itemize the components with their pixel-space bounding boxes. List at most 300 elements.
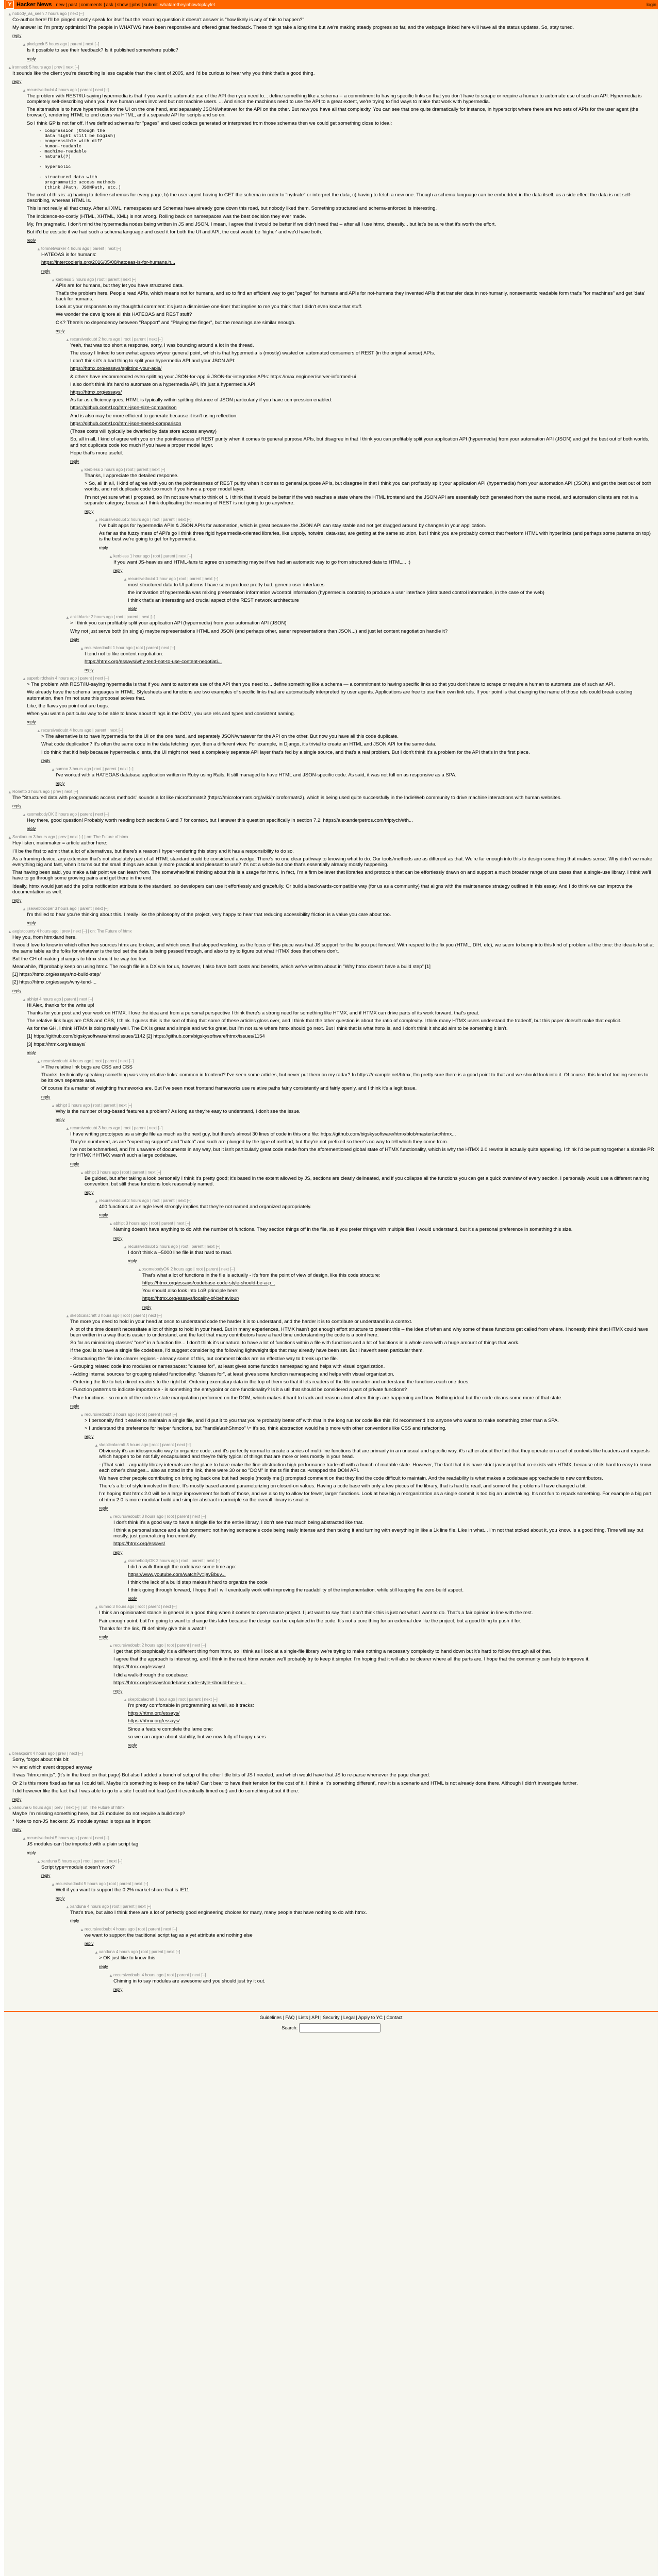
comment-meta[interactable]: skepticalacraft 3 hours ago | root | parent | next [–]	[70, 1313, 162, 1318]
comment-meta[interactable]: recursivedoubt 5 hours ago | root | parent | next [–]	[56, 1881, 148, 1886]
comment-paragraph: - Structuring the file into clearer regions - already some of this, but comment blocks are an effective way to break up the file.	[70, 1355, 338, 1362]
reply-link[interactable]: reply	[12, 33, 22, 39]
reply-link[interactable]: reply	[85, 1190, 94, 1195]
comment-body	[27, 812, 655, 832]
comment-text	[85, 1176, 655, 1187]
comment-paragraph: - Function patterns to indicate importance - is something the entrypoint or core functionality? Is it a util that should be considered a part of private functions?	[70, 1387, 407, 1393]
comment-paragraph: I also don't think it's hard to automate on a hypermedia API, it's just a hypermedia API	[70, 381, 256, 387]
comment-body	[56, 767, 655, 786]
comment-paragraph: I think the lack of a build step makes it hard to organize the code	[128, 1580, 268, 1585]
comment-paragraph: OK? There's no dependency between "Rapport" and "Playing the finger", but the meanings are similar enough.	[56, 319, 296, 326]
nav-link-past[interactable]: past	[68, 2, 77, 7]
comment-paragraph: the innovation of hypermedia was mixing presentation information w/control information (hypermedia controls) to produce a user interface (distributed control information, in the case of the web)	[128, 589, 544, 596]
nav-separator: |	[129, 2, 131, 7]
upvote-arrow-icon[interactable]: ▲	[37, 247, 41, 252]
upvote-arrow-icon[interactable]: ▲	[94, 517, 98, 522]
comment-paragraph: Be guided, but after taking a look personally I think it's pretty good; it's based in the extent allowed by JS, sections are clearly delineated, and if you collapse all the functions you can get a quick overview of every section. I personally would use a different naming convention, but still these functions look reasonably named.	[85, 1175, 650, 1187]
upvote-arrow-icon[interactable]: ▲	[37, 1859, 41, 1864]
comment-paragraph: Hey listen, mainmaker = article author here:	[12, 840, 108, 846]
upvote-arrow-icon[interactable]: ▲	[94, 1950, 98, 1955]
upvote-arrow-icon[interactable]: ▲	[22, 676, 26, 682]
nav-link-ask[interactable]: ask	[106, 2, 113, 7]
search-form	[4, 2023, 658, 2032]
comment-text	[99, 1610, 655, 1632]
comment-paragraph: (Those costs will typically be dwarfed by data store access anyway)	[70, 429, 217, 435]
comment-paragraph: HATEOAS is for humans:	[41, 252, 96, 258]
comment-paragraph: As a framing device, any extension that's not absolutely part of all HTML standard could be considered a wedge. There's no one clear pathway to knowing what to do. Our tools/methods are as different as that. We're far enough into this to design something that makes sense. Why didn't we make everything big and fast, when it turns out the small things are actually more practical and pleasant to use? It's not a whole but one that's essentially already mostly happening.	[12, 856, 653, 868]
comment-meta[interactable]: abhipt 3 hours ago | root | parent | next [–]	[56, 1103, 133, 1108]
comment-paragraph: I think a personal stance and a fair comment: not having someone's code being really intense and then taking it and turning with everything in like a 1k line file. Like in what... I'm not that stoked about it, you know. Is a good thing. Time will say but mostly, just generalizing Incrementally.	[113, 1527, 643, 1539]
comment-meta[interactable]: xsomebodyOK 3 hours ago | parent | next [–]	[27, 812, 109, 817]
comment-paragraph: I get that philosophically it's a different thing from htmx, so I think as I look at a single-file library we're trying to make nothing a necessary complexity to hand down but it's hard to follow through all of that.	[113, 1649, 552, 1655]
nav-link-show[interactable]: show	[117, 2, 128, 7]
comment-link[interactable]: https://htmx.org/essays/	[128, 1710, 180, 1717]
comment-paragraph: Hope that's more useful.	[70, 450, 123, 456]
reply-link[interactable]: reply	[128, 606, 137, 612]
reply-link[interactable]: reply	[41, 1094, 51, 1099]
comment-paragraph: APIs are for humans, but they let you have structured data.	[56, 282, 184, 289]
upvote-arrow-icon[interactable]: ▲	[109, 1973, 113, 1978]
comment-paragraph: Since a feature complete the lame one:	[128, 1726, 213, 1732]
nav-link-new[interactable]: new	[56, 2, 65, 7]
reply-link[interactable]: reply	[128, 1596, 137, 1601]
comment	[36, 728, 655, 764]
comment-paragraph: The problem with REST/IU-saying hypermedia is that if you want to automate use of the API then you need to... define something like a schema -- a commitment to having specific links so that you don't have to scrape or require a human to automate use of such an API. Hypermedia is completely self-describing when you have human users involved but not machine users. ... And since the machines need to use the API to a great extent, we're trying to find ways to make that work with hypermedia.	[27, 93, 642, 105]
reply-link[interactable]: reply	[12, 988, 22, 993]
comment-text	[128, 1703, 655, 1740]
comment-link[interactable]: https://htmx.org/essays/why-tend-not-to-use-content-negotiati...	[85, 658, 222, 665]
comment-body	[27, 42, 655, 61]
upvote-arrow-icon[interactable]: ▲	[94, 1443, 98, 1448]
comment	[22, 812, 655, 832]
upvote-arrow-icon[interactable]: ▲	[22, 42, 26, 47]
upvote-arrow-icon[interactable]: ▲	[8, 929, 12, 935]
comment-paragraph: Hey there, good question! Probably worth reading both sections 6 and 7 for context, but I answer this question specifically in section 7.2: https://alexanderpetros.com/triptych/#th...	[27, 818, 413, 824]
comment-paragraph: I did a walk through the codebase some time ago:	[128, 1564, 236, 1570]
reply-link[interactable]: reply	[27, 1850, 36, 1855]
comment-paragraph: - (That said... arguably library internals are the place to have make the fine abstraction high performance trade-off with a bunch of mutable state. However, The fact that it is have strict javascript that co-exists with HTMX, because of its hard to easy to know each other's changes... also as noted in the link, there were 30 or so "DOM" in the ts file that call-wrapped the DOM API.	[99, 1462, 651, 1473]
selected-user[interactable]: whataretheyinhowtoplaylet	[160, 2, 215, 7]
comment-link[interactable]: https://github.com/1cg/html-json-size-comparison	[70, 405, 177, 411]
upvote-arrow-icon[interactable]: ▲	[22, 997, 26, 1002]
comment-meta[interactable]: recursivedoubt 5 hours ago | parent | next [–]	[27, 1836, 109, 1841]
reply-link[interactable]: reply	[12, 79, 22, 84]
comment-meta[interactable]: xsomebodyOK 2 hours ago | root | parent | next [–]	[142, 1266, 235, 1272]
reply-link[interactable]: reply	[27, 56, 36, 61]
upvote-arrow-icon[interactable]: ▲	[109, 1222, 113, 1227]
comment-text	[70, 1910, 655, 1916]
comment-paragraph: - Ordering the file to help direct readers to the right bit. Ordering exemplary data in the top of them so that it lets readers of the file consider and understand the functions each one does.	[70, 1379, 470, 1385]
comment-paragraph: Co-author here! I'll be pinged mostly speak for itself but the recurring question it doesn't answer is "how likely is any of this to happen?"	[12, 17, 304, 23]
comment	[123, 577, 655, 612]
comment-paragraph: That having been said, you make a fair point we can learn from. The somewhat-final thinking about this is a usage for htmx. In fact, I'm a firm believer that libraries and protocols that can be effortlessly drawn on and support a much broader range of use cases than a single-use library. I think we'll have to go through some growing pains and get there in the end.	[12, 870, 651, 882]
reply-link[interactable]: reply	[113, 1689, 123, 1694]
upvote-arrow-icon[interactable]: ▲	[80, 467, 84, 472]
upvote-arrow-icon[interactable]: ▲	[51, 277, 55, 282]
login-link[interactable]: login	[646, 2, 656, 7]
comment	[7, 65, 655, 84]
comment-meta[interactable]: xanduna 4 hours ago | root | parent | next [–]	[99, 1950, 180, 1955]
comment-meta[interactable]: recursivedoubt 3 hours ago | root | parent | next [–]	[113, 1514, 206, 1519]
comment-text	[12, 1811, 655, 1824]
comment-link[interactable]: https://htmx.org/essays/locality-of-behaviour/	[142, 1296, 239, 1302]
comment-body	[99, 1198, 655, 1218]
comment-meta[interactable]: recursivedoubt 1 hour ago | root | parent | next [–]	[128, 576, 219, 581]
comment-paragraph: I agree that the approach is interesting, and I think in the next htmx version we'll probably try to keep it simpler. I'm hoping that it will also be clearer where all the parts are. I hope that the community can help to improve it.	[113, 1656, 590, 1663]
comment-link[interactable]: https://htmx.org/essays/	[113, 1664, 166, 1670]
comment-text	[56, 772, 655, 778]
comment	[79, 1170, 655, 1195]
upvote-arrow-icon[interactable]: ▲	[138, 1267, 142, 1272]
reply-link[interactable]: reply	[27, 826, 36, 832]
reply-link[interactable]: reply	[56, 1896, 65, 1901]
comment	[108, 1643, 655, 1694]
comment-paragraph: I tend not to like content negotiation:	[85, 651, 163, 657]
reply-link[interactable]: reply	[70, 1919, 79, 1924]
comment-text	[12, 840, 655, 895]
comment	[7, 929, 655, 993]
nav-separator: |	[114, 2, 116, 7]
comment-tree	[4, 9, 658, 2006]
reply-link[interactable]: reply	[99, 1213, 108, 1218]
comment-paragraph: It was "htmx.min.js". (It's in the fixed on that page) But also I added a bunch of setup of the other little bits of JS I needed, and which would have that JS to re-parse whenever the page changed.	[12, 1772, 431, 1778]
comment	[108, 1221, 655, 1241]
comment-meta[interactable]: xanduna 6 hours ago | prev | next [–] | on: The Future of htmx	[12, 1805, 125, 1810]
comment-text	[12, 935, 655, 985]
reply-link[interactable]: reply	[99, 1505, 108, 1511]
comment-link[interactable]: https://htmx.org/essays/	[70, 389, 122, 396]
comment-paragraph: You should also look into LoB principle here:	[142, 1288, 239, 1294]
comment-text	[85, 473, 655, 506]
comment	[79, 646, 655, 673]
upvote-arrow-icon[interactable]: ▲	[22, 812, 26, 818]
comment-meta[interactable]: recursivedoubt 4 hours ago | parent | next [–]	[27, 87, 109, 92]
comment-meta[interactable]: pixelgeek 5 hours ago | parent | next [–]	[27, 42, 100, 47]
comment-paragraph: The cost of this is: a) having to define schemas for every page, b) the user-agent having to GET the schema in order to "hydrate" or interpret the data, c) having to fetch a new one. Though a schema language can be embedded in the data itself, as a side effect the data is not self-describing, whereas HTML is.	[27, 192, 632, 204]
upvote-arrow-icon[interactable]: ▲	[109, 554, 113, 559]
comment-body	[27, 906, 655, 926]
reply-link[interactable]: reply	[128, 1743, 137, 1748]
comment	[22, 906, 655, 926]
reply-link[interactable]: reply	[56, 1117, 65, 1122]
comment-meta[interactable]: ankitblackr 2 hours ago | root | parent | next [–]	[70, 615, 155, 620]
comment-meta[interactable]: xanduna 5 hours ago | root | parent | next [–]	[41, 1858, 123, 1863]
comment-text	[41, 252, 655, 265]
comment-link[interactable]: https://htmx.org/essays/codebase-code-style-should-be-a-p...	[113, 1680, 246, 1686]
reply-link[interactable]: reply	[70, 1161, 79, 1166]
upvote-arrow-icon[interactable]: ▲	[109, 1514, 113, 1519]
comment-paragraph: I'm not yet sure what I proposed, so I'm not sure what to think of it. I think that it would be better if the web reaches a state where the HTML frontend and the JSON API are essentially both generated from the same model, and automation clients are not in a separate category, because I think duplicating the meaning of REST is not going to go anywhere.	[85, 494, 638, 506]
comment-paragraph: And is also may be more efficient to generate because it isn't using reflection:	[70, 413, 238, 419]
comment-meta[interactable]: recursivedoubt 3 hours ago | root | parent | next [–]	[85, 1412, 177, 1417]
comment-paragraph: I'm thrilled to hear you're thinking about this. I really like the philosophy of the project, very happy to hear that reducing accessibility friction is a value you care about too.	[27, 912, 391, 918]
comment-meta[interactable]: recursivedoubt 2 hours ago | root | parent | next [–]	[128, 1244, 221, 1249]
reply-link[interactable]: reply	[70, 459, 79, 464]
upvote-arrow-icon[interactable]: ▲	[8, 789, 12, 794]
comment-link[interactable]: https://htmx.org/essays/codebase-code-style-should-be-a-p...	[142, 1280, 275, 1286]
reply-link[interactable]: reply	[99, 545, 108, 550]
upvote-arrow-icon[interactable]: ▲	[94, 1199, 98, 1204]
comment-meta[interactable]: abhipt 3 hours ago | root | parent | next [–]	[113, 1221, 190, 1226]
comment-meta[interactable]: breakpoint 4 hours ago | prev | next [–]	[12, 1751, 83, 1756]
site-name[interactable]: Hacker News	[16, 2, 52, 8]
comment-link[interactable]: https://www.youtube.com/watch?v=javBbuv...	[128, 1571, 226, 1578]
comment-paragraph: That's true, but also I think there are a lot of perfectly good engineering choices for many, many people that have nothing to do with htmx.	[70, 1910, 367, 1916]
footer-links[interactable]: Guidelines | FAQ | Lists | API | Security | Legal | Apply to YC | Contact	[259, 2014, 403, 2020]
comment-meta[interactable]: recursivedoubt 2 hours ago | root | parent | next [–]	[99, 517, 192, 522]
comment-meta[interactable]: Ronetto 3 hours ago | prev | next [–]	[12, 789, 78, 794]
comment-meta[interactable]: recursivedoubt 4 hours ago | parent | next [–]	[41, 728, 123, 733]
reply-link[interactable]: reply	[12, 804, 22, 809]
comment-text	[99, 1955, 655, 1961]
upvote-arrow-icon[interactable]: ▲	[123, 577, 127, 582]
upvote-arrow-icon[interactable]: ▲	[8, 1752, 12, 1757]
comment-meta[interactable]: ijsewebtrooper 3 hours ago | parent | next [–]	[27, 906, 109, 911]
comment-text	[27, 818, 655, 823]
upvote-arrow-icon[interactable]: ▲	[80, 1927, 84, 1933]
comment-paragraph: My, I'm pragmatic. I don't mind the hypermedia nodes being written in JS and JSON. I mean, I agree that it would be better if we didn't need that -- after all I use htmx, cheesily... but let's be sure that it's worth the effort.	[27, 221, 496, 227]
comment	[137, 1267, 655, 1310]
reply-link[interactable]: reply	[56, 781, 65, 786]
reply-link[interactable]: reply	[85, 1434, 94, 1439]
reply-link[interactable]: reply	[27, 921, 36, 926]
reply-link[interactable]: reply	[12, 1827, 22, 1833]
reply-link[interactable]: reply	[113, 1235, 123, 1241]
upvote-arrow-icon[interactable]: ▲	[51, 1103, 55, 1108]
comment-meta[interactable]: sumno 3 hours ago | root | parent | next [–]	[56, 766, 134, 771]
comment	[123, 1244, 655, 1264]
comment-paragraph: I think an opinionated stance in general is a good thing when it comes to open source project. I just want to say that I don't think this is just not what I want to do. That's a fair opinion in line with the rest.	[99, 1610, 533, 1616]
comment-paragraph: Thanks, technically speaking something was very relative links: common in frontend? I've seen some articles, but never put them on my radar? In https://example.net/htmx, I'm pretty sure there is a good point to that and we should look into it. Of course, this kind of tooling seems to be its own separate area.	[41, 1072, 649, 1084]
upvote-arrow-icon[interactable]: ▲	[80, 1170, 84, 1175]
upvote-arrow-icon[interactable]: ▲	[51, 1882, 55, 1887]
comment-meta[interactable]: kerbless 1 hour ago | root | parent | next [–]	[113, 553, 192, 558]
comment-meta[interactable]: superbirdchain 4 hours ago | parent | next [–]	[27, 676, 109, 681]
comment-text	[12, 71, 655, 76]
reply-link[interactable]: reply	[12, 1797, 22, 1802]
comment-paragraph: The "Structured data with programmatic access methods" sounds a lot like microformats2 (https://microformats.org/wiki/microformats2), which is being used quite successfully in the IndieWeb community to drive machine interactions with human websites.	[12, 794, 562, 801]
comment-meta[interactable]: skepticalacraft 1 hour ago | root | parent | next [–]	[128, 1697, 218, 1702]
comment-paragraph: What code duplication? It's often the same code in the data fetching layer, then a different view. For example, in Django, it's trivial to create an HTML and JSON API for the same data.	[41, 741, 437, 748]
reply-link[interactable]: reply	[41, 1873, 51, 1878]
comment-link[interactable]: https://intercoolerjs.org/2016/05/08/hatoeas-is-for-humans.h...	[41, 260, 175, 266]
comment-meta[interactable]: kerbless 3 hours ago | root | parent | next [–]	[56, 277, 137, 282]
comment	[123, 1697, 655, 1748]
comment	[65, 615, 655, 642]
reply-link[interactable]: reply	[27, 720, 36, 725]
comment-paragraph: [2] https://htmx.org/essays/why-tend-...	[12, 979, 97, 986]
reply-link[interactable]: reply	[128, 1258, 137, 1263]
comment-text	[99, 1204, 655, 1210]
upvote-arrow-icon[interactable]: ▲	[123, 1558, 127, 1564]
upvote-arrow-icon[interactable]: ▲	[37, 1059, 41, 1064]
upvote-arrow-icon[interactable]: ▲	[123, 1698, 127, 1703]
comment-body	[113, 1514, 655, 1555]
comment-meta[interactable]: xanduna 4 hours ago | root | parent | next [–]	[70, 1904, 152, 1909]
comment-meta[interactable]: recursivedoubt 2 hours ago | root | parent | next [–]	[70, 336, 163, 342]
nav-link-submit[interactable]: submit	[144, 2, 158, 7]
comment-body	[56, 277, 655, 334]
reply-link[interactable]: reply	[70, 1403, 79, 1409]
upvote-arrow-icon[interactable]: ▲	[8, 835, 12, 840]
reply-link[interactable]: reply	[99, 1964, 108, 1969]
comment-paragraph: Naming doesn't have anything to do with the number of functions. They section things off in the file, so if you prefer things with multiple files I would understand, but it's a personal preference in something this size.	[113, 1227, 573, 1233]
comment	[94, 1443, 655, 1511]
comment-meta[interactable]: recursivedoubt 4 hours ago | root | parent | next [–]	[41, 1058, 134, 1063]
reply-link[interactable]: reply	[27, 238, 36, 243]
comment-paragraph: Yeah, that was too short a response, sorry, I was bouncing around a lot in the thread.	[70, 342, 254, 348]
comment-paragraph: > The alternative is to have hypermedia for the UI on the one hand, and separately JSON/whatever for the API on the other. But now you have all this code duplicate.	[41, 734, 399, 740]
comment-meta[interactable]: tomnetworker 4 hours ago | parent | next [–]	[41, 246, 121, 251]
comment-paragraph: So, all in all, I kind of agree with you on the pointlessness of REST purity when it comes to general purpose APIs, but disagree in that I think you can profitably split your application API (hypermedia) from your automation API (JSON) and get the best out of both worlds, and not duplicate code too much if you have a proper model layer.	[70, 436, 650, 448]
comment-paragraph: > I personally find it easier to maintain a single file, and I'd put it to you that you're probably better off with that in the long run for code like this; I'd recommend it to anyone who wants to make something other than a SPA.	[85, 1417, 559, 1423]
comment-paragraph: [1] https://htmx.org/essays/no-build-step/	[12, 972, 101, 978]
reply-link[interactable]: reply	[113, 568, 123, 573]
comment-meta[interactable]: recursivedoubt 2 hours ago | root | parent | next [–]	[113, 1643, 206, 1648]
reply-link[interactable]: reply	[85, 1941, 94, 1946]
reply-link[interactable]: reply	[27, 1050, 36, 1055]
comment-paragraph: Ideally, htmx would just add the polite notification attribute to the standard, so developers can use it effortlessly and gracefully. Or build a backwards-compatible way (for us as a community) that aligns with the maintenance strategy outlined in this essay. And I do think we can improve the documentation as well.	[12, 883, 633, 895]
comment-body	[128, 1558, 655, 1602]
upvote-arrow-icon[interactable]: ▲	[80, 1412, 84, 1417]
comment	[7, 1751, 655, 1802]
comment-paragraph: Sorry, forgot about this bit:	[12, 1757, 70, 1763]
comment	[22, 42, 655, 61]
comment-paragraph: I think going through forward, I hope that I will eventually work with improving the readability of the implementation, while still keeping the zero-build aspect.	[128, 1587, 464, 1594]
code-block: - compression (though the data might still be bigish) - compressible with diff - human-readable - machine-readable - natural(?) - hyperbolic - structured data with programmatic access methods (think JPath, JSONPath, etc.)	[39, 128, 121, 190]
comment	[36, 1059, 655, 1100]
nav-separator: |	[141, 2, 143, 7]
comment-text	[56, 283, 655, 326]
comment-meta[interactable]: ironneck 5 hours ago | prev | next [–]	[12, 64, 79, 70]
comment-paragraph: We have other people contributing on bringing back one but had people (mostly me:)) prompted comment on that they find the code difficult to maintain. And the readability is what makes a codebase approachable to new contributors.	[99, 1475, 603, 1481]
upvote-arrow-icon[interactable]: ▲	[123, 1244, 127, 1249]
comment-paragraph: Of course it's a matter of weighting frameworks are. But I've seen most frontend frameworks use relative paths fairly consistently and fairly openly, and I think it's a legit issue.	[41, 1086, 417, 1092]
comment-meta[interactable]: abhipt 4 hours ago | parent | next [–]	[27, 996, 93, 1002]
comment-meta[interactable]: skepticalacraft 3 hours ago | root | parent | next [–]	[99, 1443, 191, 1448]
search-input[interactable]	[299, 2023, 380, 2032]
comment-paragraph: I've built apps for hypermedia APIs & JSON APIs for automation, which is great because the JSON API can stay stable and not get dragged around by changes in your application.	[99, 522, 486, 529]
comment-link[interactable]: https://github.com/1cg/html-json-speed-comparison	[70, 420, 181, 427]
comment-meta[interactable]: recursivedoubt 3 hours ago | root | parent | next [–]	[99, 1198, 192, 1204]
comment-text	[113, 1520, 655, 1547]
comment-paragraph: I have writing prototypes as a single file as much as the next guy, but there's almost 30 lines of code in this one file: https://github.com/bigskysoftware/htmx/blob/master/src/htmx...	[70, 1131, 456, 1137]
upvote-arrow-icon[interactable]: ▲	[109, 1643, 113, 1649]
comment	[36, 246, 655, 274]
comment	[65, 337, 655, 464]
comment-body	[27, 1836, 655, 1855]
comment-meta[interactable]: nobody_as_seen 7 hours ago | next [–]	[12, 11, 84, 16]
comment-text	[41, 1064, 655, 1092]
upvote-arrow-icon[interactable]: ▲	[65, 337, 70, 342]
upvote-arrow-icon[interactable]: ▲	[65, 1313, 70, 1318]
comment-meta[interactable]: aegistcounty 4 hours ago | prev | next [–] | on: The Future of htmx	[12, 929, 132, 934]
comment-text	[27, 1841, 655, 1847]
comment-paragraph: The incidence-so-costly (HTML, XHTML, XML) is not wrong. Rolling back on namespaces was the best decision they ever made.	[27, 213, 306, 219]
comment-meta[interactable]: xsomebodyOK 2 hours ago | root | parent | next [–]	[128, 1558, 221, 1563]
comment	[7, 835, 655, 903]
comment-text	[27, 682, 655, 717]
comment-paragraph: We already have the schema languages in HTML. Stylesheets and functions are two examples of specific links that are automatically interpreted by user agents. Applications are free to use their own link rels. If your point is that changing the name of those rels could break existing automation, then I'm not sure this proposal solves that.	[27, 689, 633, 701]
comment-body	[70, 1904, 655, 1924]
comment-meta[interactable]: recursivedoubt 3 hours ago | root | parent | next [–]	[70, 1125, 163, 1130]
upvote-arrow-icon[interactable]: ▲	[22, 907, 26, 912]
comment-paragraph: There's a bit of style involved in there. It's mostly based around parameterizing on closed-on values. Having a code base with only a few pieces of the library, that is hard to read, and some of the problems I have changed a bit.	[99, 1483, 587, 1489]
comment	[65, 1313, 655, 1409]
comment-paragraph: The relative link bugs are CSS and CSS, I think. I guess this is the sort of thing that some of these articles gloss over, and I think that the other question is about the ratio of complexity. I think many HTMX users understand the tradeoff, but this paper doesn't make that explicit.	[27, 1018, 622, 1024]
upvote-arrow-icon[interactable]: ▲	[22, 1836, 26, 1841]
upvote-arrow-icon[interactable]: ▲	[8, 1806, 12, 1811]
reply-link[interactable]: reply	[12, 898, 22, 903]
comment-body	[99, 1443, 655, 1511]
comment-meta[interactable]: Sanitarium 3 hours ago | prev | next [–] | on: The Future of htmx	[12, 835, 128, 840]
nav-link-comments[interactable]: comments	[80, 2, 103, 7]
comment-link[interactable]: https://htmx.org/essays/	[113, 1541, 166, 1547]
comment-paragraph: > I understand the preference for helper functions, but "handle\ashShmoo" \= it's so, think abstraction would help more with other conventions like CSS and refactoring.	[85, 1425, 446, 1431]
reply-link[interactable]: reply	[99, 1635, 108, 1640]
comment-text	[27, 1003, 655, 1047]
reply-link[interactable]: reply	[85, 509, 94, 514]
comment-meta[interactable]: sumno 3 hours ago | root | parent | next [–]	[99, 1604, 177, 1609]
comment-paragraph: Fair enough point, but I'm going to want to change this later because the design can be explained in the code. It's not a core thing for an external dev like the project, but a good thing to push it for.	[99, 1618, 522, 1624]
comment-paragraph: Hi Alex, thanks for the write up!	[27, 1002, 94, 1008]
comment-body	[113, 1643, 655, 1694]
comment	[79, 1412, 655, 1439]
comment	[79, 467, 655, 514]
comment-meta[interactable]: recursivedoubt 4 hours ago | root | parent | next [–]	[85, 1927, 177, 1932]
upvote-arrow-icon[interactable]: ▲	[65, 615, 70, 620]
comment-text	[41, 1865, 655, 1870]
upvote-arrow-icon[interactable]: ▲	[51, 767, 55, 772]
reply-link[interactable]: reply	[85, 668, 94, 673]
upvote-arrow-icon[interactable]: ▲	[65, 1126, 70, 1131]
upvote-arrow-icon[interactable]: ▲	[37, 728, 41, 734]
reply-link[interactable]: reply	[70, 637, 79, 642]
comment-meta[interactable]: kerbless 2 hours ago | root | parent | next [–]	[85, 467, 166, 472]
comment-text	[113, 1649, 655, 1686]
comment-link[interactable]: https://htmx.org/essays/	[128, 1718, 180, 1724]
reply-link[interactable]: reply	[142, 1304, 152, 1310]
upvote-arrow-icon[interactable]: ▲	[94, 1605, 98, 1610]
comment-paragraph: > The relative link bugs are CSS and CSS	[41, 1064, 133, 1070]
reply-link[interactable]: reply	[113, 1550, 123, 1555]
comment	[51, 277, 655, 334]
reply-link[interactable]: reply	[41, 268, 51, 274]
upvote-arrow-icon[interactable]: ▲	[65, 1905, 70, 1910]
comment-body	[128, 1244, 655, 1264]
comment-paragraph: I do think that it'd help because hypermedia clients, the UI might not need a completely separate API layer that's fed by a single source, and that's a real problem. But I don't think it's a problem for the API that's in the first place.	[41, 749, 530, 755]
comment-link[interactable]: https://htmx.org/essays/splitting-your-apis/	[70, 366, 162, 372]
nav-link-jobs[interactable]: jobs	[131, 2, 140, 7]
nav-separator: |	[104, 2, 105, 7]
comment-meta[interactable]: recursivedoubt 4 hours ago | root | parent | next [–]	[113, 1972, 206, 1977]
upvote-arrow-icon[interactable]: ▲	[8, 12, 12, 16]
comment-paragraph: As for the GH, I think HTMX is doing really well. The DX is great and simple and works great, but I'm not sure where htmx should go next. But I think that is what htmx is, and I don't think it should aim to be something it isn't.	[27, 1026, 508, 1032]
comment-paragraph: Script type=module doesn't work?	[41, 1864, 115, 1870]
upvote-arrow-icon[interactable]: ▲	[22, 88, 26, 93]
reply-link[interactable]: reply	[41, 758, 51, 763]
upvote-arrow-icon[interactable]: ▲	[8, 65, 12, 70]
nav-separator: |	[78, 2, 80, 7]
reply-link[interactable]: reply	[56, 328, 65, 333]
upvote-arrow-icon[interactable]: ▲	[80, 646, 84, 651]
reply-link[interactable]: reply	[113, 1987, 123, 1992]
y-logo-icon[interactable]: Y	[6, 1, 14, 9]
comment-meta[interactable]: abhipt 3 hours ago | root | parent | next [–]	[85, 1170, 161, 1175]
comment-body	[56, 1882, 655, 1901]
comment-meta[interactable]: recursivedoubt 1 hour ago | root | parent | next [–]	[85, 645, 175, 650]
comment	[65, 1904, 655, 1924]
